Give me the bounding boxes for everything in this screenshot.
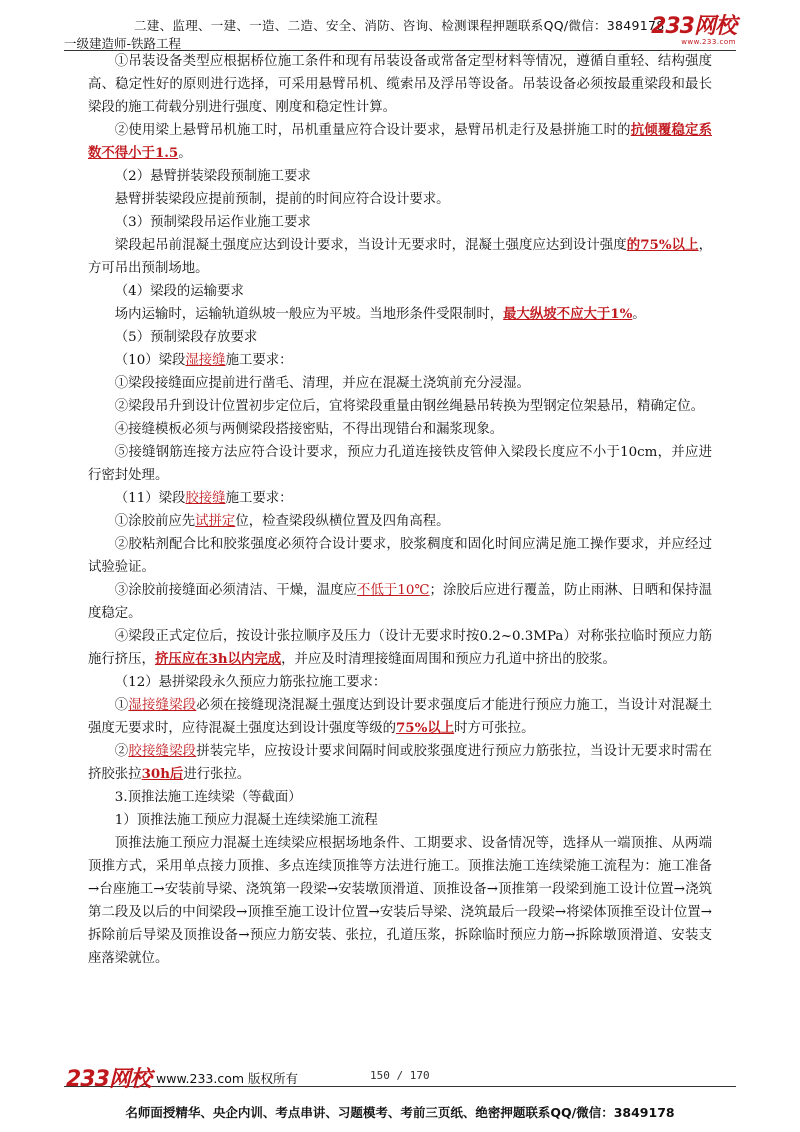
paragraph-text: 拼装完毕，应按设计要求间隔时间或胶浆强度进行预应力筋张拉，当设计无要求时需在挤胶张拉 (88, 744, 713, 782)
paragraph-text: ②梁段吊升到设计位置初步定位后，宜将梁段重量由钢丝绳悬吊转换为型钢定位架悬吊，精确定位。 (114, 399, 704, 414)
header-promo: 二建、监理、一建、一造、二造、安全、消防、咨询、检测课程押题联系QQ/微信：3849178 (134, 18, 665, 33)
paragraph-text: 3.顶推法施工连续梁（等截面） (114, 790, 302, 805)
highlight-text: 湿接缝梁段 (128, 698, 197, 713)
paragraph-text: （12）悬拼梁段永久预应力筋张拉施工要求： (114, 675, 387, 690)
paragraph-text: ④接缝模板必须与两侧梁段搭接密贴，不得出现错台和漏浆现象。 (114, 422, 504, 437)
paragraph-text: ② (114, 744, 129, 759)
highlight-text: 75%以上 (395, 720, 455, 736)
footer-site: www.233.com 版权所有 (156, 1071, 298, 1086)
paragraph-p14 (88, 441, 712, 487)
highlight-text: 最大纵坡不应大于1% (503, 306, 633, 322)
paragraph-text: （11）梁段 (114, 491, 186, 506)
paragraph-text: ①梁段接缝面应提前进行凿毛、清理，并应在混凝土浇筑前充分浸湿。 (114, 376, 530, 391)
highlight-text: 胶接缝 (185, 491, 226, 506)
paragraph-text: 进行张拉。 (183, 767, 251, 782)
paragraph-p18 (88, 579, 712, 625)
paragraph-text: ②胶粘剂配合比和胶浆强度必须符合设计要求，胶浆稠度和固化时间应满足施工操作要求，并应经过试验验证。 (88, 537, 712, 575)
paragraph-text: ⑤接缝钢筋连接方法应符合设计要求，预应力孔道连接铁皮管伸入梁段长度应不小于10cm，并应进行密封处理。 (88, 445, 712, 483)
paragraph-text: ，方可吊出预制场地。 (88, 238, 712, 276)
paragraph-text: ① (114, 698, 129, 713)
paragraph-p17 (88, 533, 712, 579)
paragraph-text: （4）梁段的运输要求 (114, 284, 244, 299)
highlight-text: 抗倾覆稳定系数不得小于1.5 (88, 122, 713, 161)
highlight-text: 的75%以上 (626, 237, 699, 253)
highlight-text: 试拼定 (195, 514, 236, 529)
paragraph-p24 (88, 809, 712, 832)
page-header (64, 14, 736, 52)
paragraph-p16 (88, 510, 712, 533)
paragraph-p10 (88, 349, 712, 372)
paragraph-p7 (88, 280, 712, 303)
footer-promo: 名师面授精华、央企内训、考点串讲、习题模考、考前三页纸、绝密押题联系QQ/微信：3849178 (125, 1105, 675, 1120)
header-logo-text: 233网校 (651, 14, 736, 39)
paragraph-p22 (88, 740, 712, 786)
paragraph-text: （10）梁段 (114, 353, 186, 368)
paragraph-p25 (88, 832, 712, 970)
paragraph-p20 (88, 671, 712, 694)
paragraph-p23 (88, 786, 712, 809)
header-logo (651, 16, 736, 46)
paragraph-text: ②使用梁上悬臂吊机施工时，吊机重量应符合设计要求，悬臂吊机走行及悬拼施工时的 (114, 123, 631, 138)
paragraph-text: 施工要求： (225, 491, 293, 506)
paragraph-text: 位，检查梁段纵横位置及四角高程。 (235, 514, 450, 529)
paragraph-text: 梁段起吊前混凝土强度应达到设计要求，当设计无要求时，混凝土强度应达到设计强度 (114, 238, 627, 253)
paragraph-text: ③涂胶前接缝面必须清洁、干燥，温度应 (114, 583, 357, 598)
paragraph-p12 (88, 395, 712, 418)
paragraph-text: （3）预制梁段吊运作业施工要求 (114, 215, 311, 230)
paragraph-text: 1）顶推法施工预应力混凝土连续梁施工流程 (114, 813, 378, 828)
paragraph-p4 (88, 188, 712, 211)
highlight-text: 30h后 (141, 766, 184, 782)
paragraph-text: 。 (178, 146, 192, 161)
page-number: 150 / 170 (370, 1069, 430, 1082)
paragraph-p3 (88, 165, 712, 188)
paragraph-p2 (88, 119, 712, 165)
paragraph-text: 悬臂拼装梁段应提前预制，提前的时间应符合设计要求。 (114, 192, 450, 207)
highlight-text: 不低于10℃ (357, 583, 430, 598)
paragraph-text: ④梁段正式定位后，按设计张拉顺序及压力（设计无要求时按0.2~0.3MPa）对称张拉临时预应力筋施行挤压， (88, 629, 712, 667)
footer-logo: 233网校 (66, 1067, 151, 1092)
header-subtitle: 一级建造师-铁路工程 (64, 36, 182, 51)
paragraph-text: 时方可张拉。 (454, 721, 535, 736)
paragraph-p19 (88, 625, 712, 671)
paragraph-p6 (88, 234, 712, 280)
paragraph-p9 (88, 326, 712, 349)
paragraph-p8 (88, 303, 712, 326)
paragraph-p1 (88, 50, 712, 119)
paragraph-p5 (88, 211, 712, 234)
paragraph-text: ；涂胶后应进行覆盖，防止雨淋、日晒和保持温度稳定。 (88, 583, 713, 621)
page-footer (64, 1060, 736, 1090)
paragraph-p15 (88, 487, 712, 510)
paragraph-text: （2）悬臂拼装梁段预制施工要求 (114, 169, 311, 184)
highlight-text: 胶接缝梁段 (128, 744, 197, 759)
paragraph-p11 (88, 372, 712, 395)
header-logo-url: www.233.com (681, 38, 736, 46)
paragraph-text: ，并应及时清理接缝面周围和预应力孔道中挤出的胶浆。 (281, 652, 616, 667)
paragraph-text: （5）预制梁段存放要求 (114, 330, 258, 345)
paragraph-text: ①吊装设备类型应根据桥位施工条件和现有吊装设备或常备定型材料等情况，遵循自重轻、结构强度高、稳定性好的原则进行选择，可采用悬臂吊机、缆索吊及浮吊等设备。吊装设备必须按最重梁段和最长梁段的施工荷载分别进行强度、刚度和稳定性计算。 (88, 54, 712, 115)
paragraph-p21 (88, 694, 712, 740)
paragraph-text: 施工要求： (225, 353, 293, 368)
paragraph-p13 (88, 418, 712, 441)
paragraph-text: 场内运输时，运输轨道纵坡一般应为平坡。当地形条件受限制时， (114, 307, 504, 322)
document-body (88, 50, 712, 970)
paragraph-text: ①涂胶前应先 (114, 514, 196, 529)
highlight-text: 挤压应在3h以内完成 (154, 651, 282, 667)
paragraph-text: 。 (632, 307, 646, 322)
paragraph-text: 顶推法施工预应力混凝土连续梁应根据场地条件、工期要求、设备情况等，选择从一端顶推、从两端顶推方式，采用单点接力顶推、多点连续顶推等方法进行施工。顶推法施工连续梁施工流程为：施工准备→台座施工→安装前导梁、浇筑第一段梁→安装墩顶滑道、顶推设备→顶推第一段梁到施工设计位置→浇筑第二段及以后的中间梁段→顶推至施工设计位置→安装后导梁、浇筑最后一段梁→将梁体顶推至设计位置→拆除前后导梁及顶推设备→预应力筋安装、张拉，孔道压浆，拆除临时预应力筋→拆除墩顶滑道、安装支座落梁就位。 (88, 836, 712, 966)
paragraph-text: 必须在接缝现浇混凝土强度达到设计要求强度后才能进行预应力施工，当设计对混凝土强度无要求时，应待混凝土强度达到设计强度等级的 (88, 698, 713, 736)
highlight-text: 湿接缝 (185, 353, 226, 368)
